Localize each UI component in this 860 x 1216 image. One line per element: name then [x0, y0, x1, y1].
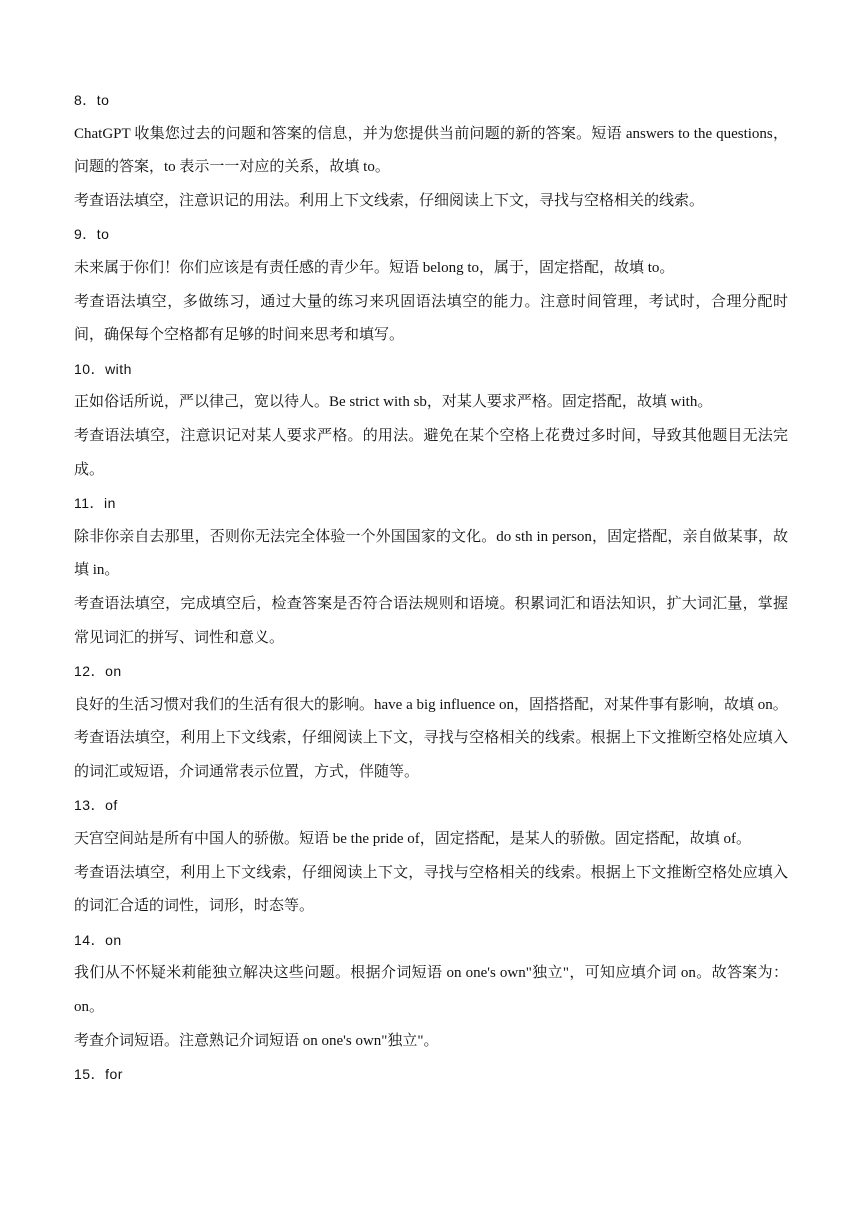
item-tip: 考查语法填空，多做练习，通过大量的练习来巩固语法填空的能力。注意时间管理，考试时，合理分配时间，确保每个空格都有足够的时间来思考和填写。 — [74, 293, 788, 344]
answer-item-15 — [74, 1058, 788, 1092]
item-number: 13．of — [74, 797, 118, 814]
answer-item-13 — [74, 789, 788, 923]
answer-item-14 — [74, 924, 788, 1058]
item-explanation: 未来属于你们！你们应该是有责任感的青少年。短语 belong to，属于，固定搭配，故填 to。 — [74, 259, 675, 276]
answer-item-10 — [74, 353, 788, 487]
item-explanation: ChatGPT 收集您过去的问题和答案的信息，并为您提供当前问题的新的答案。短语 answers to the questions，问题的答案，to 表示一一对应的关系，故填 to。 — [74, 125, 788, 176]
item-number: 12．on — [74, 663, 122, 680]
item-number: 11．in — [74, 495, 116, 512]
item-number: 9．to — [74, 226, 110, 243]
answer-item-8 — [74, 84, 788, 218]
item-tip: 考查语法填空，利用上下文线索，仔细阅读上下文，寻找与空格相关的线索。根据上下文推断空格处应填入的词汇合适的词性，词形，时态等。 — [74, 864, 788, 915]
answer-item-12 — [74, 655, 788, 789]
answer-item-9 — [74, 218, 788, 352]
item-number: 8．to — [74, 92, 110, 108]
item-tip: 考查语法填空，完成填空后，检查答案是否符合语法规则和语境。积累词汇和语法知识，扩大词汇量，掌握常见词汇的拼写、词性和意义。 — [74, 595, 788, 646]
item-number: 15．for — [74, 1066, 123, 1083]
item-tip: 考查语法填空，利用上下文线索，仔细阅读上下文，寻找与空格相关的线索。根据上下文推断空格处应填入的词汇或短语，介词通常表示位置，方式，伴随等。 — [74, 730, 788, 780]
item-tip: 考查介词短语。注意熟记介词短语 on one's own"独立"。 — [74, 1032, 439, 1049]
item-number: 10．with — [74, 360, 132, 377]
item-explanation: 正如俗话所说，严以律己，宽以待人。Be strict with sb，对某人要求严格。固定搭配，故填 with。 — [74, 394, 713, 411]
item-tip: 考查语法填空，注意识记的用法。利用上下文线索，仔细阅读上下文，寻找与空格相关的线索。 — [74, 192, 705, 209]
answer-document — [74, 84, 788, 1092]
item-explanation: 除非你亲自去那里，否则你无法完全体验一个外国国家的文化。do sth in person，固定搭配，亲自做某事，故填 in。 — [74, 528, 788, 579]
item-explanation: 天宫空间站是所有中国人的骄傲。短语 be the pride of，固定搭配，是某人的骄傲。固定搭配，故填 of。 — [74, 831, 752, 848]
item-tip: 考查语法填空，注意识记对某人要求严格。的用法。避免在某个空格上花费过多时间，导致其他题目无法完成。 — [74, 427, 788, 478]
item-explanation: 我们从不怀疑米莉能独立解决这些问题。根据介词短语 on one's own"独立"，可知应填介词 on。故答案为：on。 — [74, 965, 788, 1016]
answer-item-11 — [74, 487, 788, 655]
item-explanation: 良好的生活习惯对我们的生活有很大的影响。have a big influence on，固搭搭配，对某件事有影响，故填 on。 — [74, 696, 788, 713]
item-number: 14．on — [74, 931, 122, 948]
